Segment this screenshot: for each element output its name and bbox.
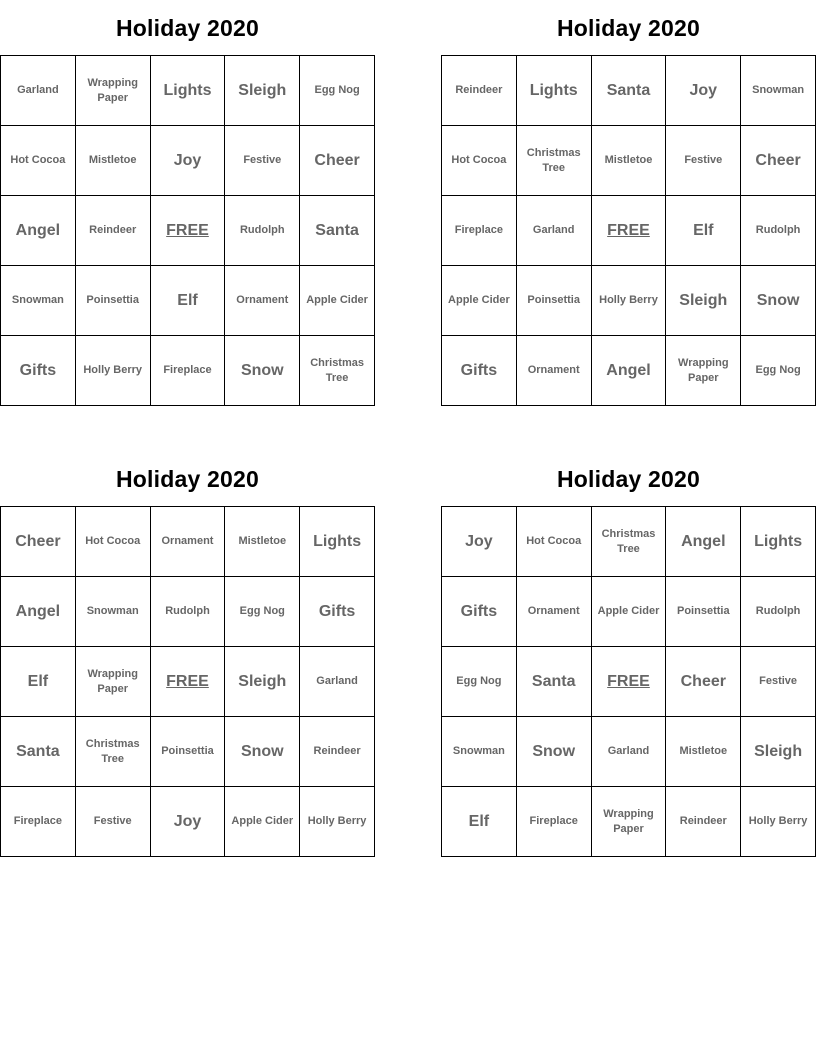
grid-cell: Ornament: [151, 507, 226, 577]
grid-cell: Angel: [1, 577, 76, 647]
grid-cell: Festive: [225, 126, 300, 196]
grid-cell: Cheer: [1, 507, 76, 577]
grid-cell: Reindeer: [300, 717, 375, 787]
grid-cell: Wrapping Paper: [76, 647, 151, 717]
grid-cell: Snowman: [741, 56, 816, 126]
grid-cell: Snowman: [442, 717, 517, 787]
grid-cell: Joy: [442, 507, 517, 577]
grid-cell: Hot Cocoa: [442, 126, 517, 196]
grid-cell: Poinsettia: [151, 717, 226, 787]
grid-cell: Mistletoe: [225, 507, 300, 577]
grid-cell: Rudolph: [151, 577, 226, 647]
grid-cell: Snowman: [76, 577, 151, 647]
grid-cell: Reindeer: [442, 56, 517, 126]
grid-cell: Sleigh: [666, 266, 741, 336]
grid-cell: Snow: [741, 266, 816, 336]
grid-cell: Egg Nog: [442, 647, 517, 717]
grid-cell: Snow: [225, 336, 300, 406]
grid-cell: Ornament: [517, 336, 592, 406]
grid-cell: Garland: [1, 56, 76, 126]
grid-cell: Holly Berry: [300, 787, 375, 857]
bingo-grid: [441, 506, 816, 857]
grid-cell: Santa: [517, 647, 592, 717]
grid-cell: Apple Cider: [300, 266, 375, 336]
grid-cell: Angel: [1, 196, 76, 266]
card-title: Holiday 2020: [115, 466, 260, 492]
grid-cell: Christmas Tree: [300, 336, 375, 406]
grid-cell: Gifts: [442, 577, 517, 647]
grid-cell: Reindeer: [76, 196, 151, 266]
grid-cell: Joy: [151, 787, 226, 857]
grid-cell: Poinsettia: [666, 577, 741, 647]
free-space-cell: FREE: [592, 647, 667, 717]
grid-cell: Fireplace: [1, 787, 76, 857]
grid-cell: Cheer: [300, 126, 375, 196]
grid-cell: Santa: [1, 717, 76, 787]
grid-cell: Festive: [666, 126, 741, 196]
grid-cell: Angel: [592, 336, 667, 406]
grid-cell: Elf: [1, 647, 76, 717]
grid-cell: Apple Cider: [442, 266, 517, 336]
grid-cell: Angel: [666, 507, 741, 577]
grid-cell: Holly Berry: [741, 787, 816, 857]
grid-cell: Sleigh: [225, 56, 300, 126]
grid-cell: Garland: [517, 196, 592, 266]
grid-cell: Mistletoe: [592, 126, 667, 196]
grid-cell: Mistletoe: [76, 126, 151, 196]
grid-cell: Egg Nog: [225, 577, 300, 647]
card-title: Holiday 2020: [556, 466, 701, 492]
grid-cell: Santa: [300, 196, 375, 266]
grid-cell: Egg Nog: [300, 56, 375, 126]
grid-cell: Lights: [300, 507, 375, 577]
grid-cell: Rudolph: [741, 577, 816, 647]
grid-cell: Hot Cocoa: [76, 507, 151, 577]
grid-cell: Elf: [442, 787, 517, 857]
free-space-cell: FREE: [151, 647, 226, 717]
grid-cell: Snowman: [1, 266, 76, 336]
grid-cell: Apple Cider: [225, 787, 300, 857]
bingo-grid: [441, 55, 816, 406]
grid-cell: Wrapping Paper: [76, 56, 151, 126]
grid-cell: Reindeer: [666, 787, 741, 857]
grid-cell: Garland: [592, 717, 667, 787]
grid-cell: Lights: [517, 56, 592, 126]
grid-cell: Hot Cocoa: [1, 126, 76, 196]
grid-cell: Snow: [517, 717, 592, 787]
grid-cell: Holly Berry: [76, 336, 151, 406]
bingo-grid: [0, 55, 375, 406]
grid-cell: Festive: [741, 647, 816, 717]
grid-cell: Santa: [592, 56, 667, 126]
free-space-cell: FREE: [592, 196, 667, 266]
grid-cell: Snow: [225, 717, 300, 787]
grid-cell: Gifts: [442, 336, 517, 406]
grid-cell: Gifts: [300, 577, 375, 647]
grid-cell: Gifts: [1, 336, 76, 406]
grid-cell: Egg Nog: [741, 336, 816, 406]
grid-cell: Fireplace: [442, 196, 517, 266]
grid-cell: Christmas Tree: [517, 126, 592, 196]
grid-cell: Ornament: [517, 577, 592, 647]
grid-cell: Fireplace: [151, 336, 226, 406]
grid-cell: Festive: [76, 787, 151, 857]
bingo-grid: [0, 506, 375, 857]
grid-cell: Fireplace: [517, 787, 592, 857]
grid-cell: Cheer: [741, 126, 816, 196]
free-space-cell: FREE: [151, 196, 226, 266]
grid-cell: Rudolph: [225, 196, 300, 266]
grid-cell: Holly Berry: [592, 266, 667, 336]
grid-cell: Ornament: [225, 266, 300, 336]
grid-cell: Cheer: [666, 647, 741, 717]
grid-cell: Joy: [151, 126, 226, 196]
grid-cell: Joy: [666, 56, 741, 126]
grid-cell: Poinsettia: [76, 266, 151, 336]
grid-cell: Elf: [666, 196, 741, 266]
card-title: Holiday 2020: [556, 15, 701, 41]
grid-cell: Lights: [151, 56, 226, 126]
grid-cell: Apple Cider: [592, 577, 667, 647]
grid-cell: Elf: [151, 266, 226, 336]
grid-cell: Christmas Tree: [76, 717, 151, 787]
grid-cell: Hot Cocoa: [517, 507, 592, 577]
card-title: Holiday 2020: [115, 15, 260, 41]
grid-cell: Rudolph: [741, 196, 816, 266]
grid-cell: Wrapping Paper: [666, 336, 741, 406]
grid-cell: Christmas Tree: [592, 507, 667, 577]
grid-cell: Wrapping Paper: [592, 787, 667, 857]
grid-cell: Lights: [741, 507, 816, 577]
grid-cell: Sleigh: [741, 717, 816, 787]
grid-cell: Mistletoe: [666, 717, 741, 787]
grid-cell: Poinsettia: [517, 266, 592, 336]
grid-cell: Garland: [300, 647, 375, 717]
grid-cell: Sleigh: [225, 647, 300, 717]
